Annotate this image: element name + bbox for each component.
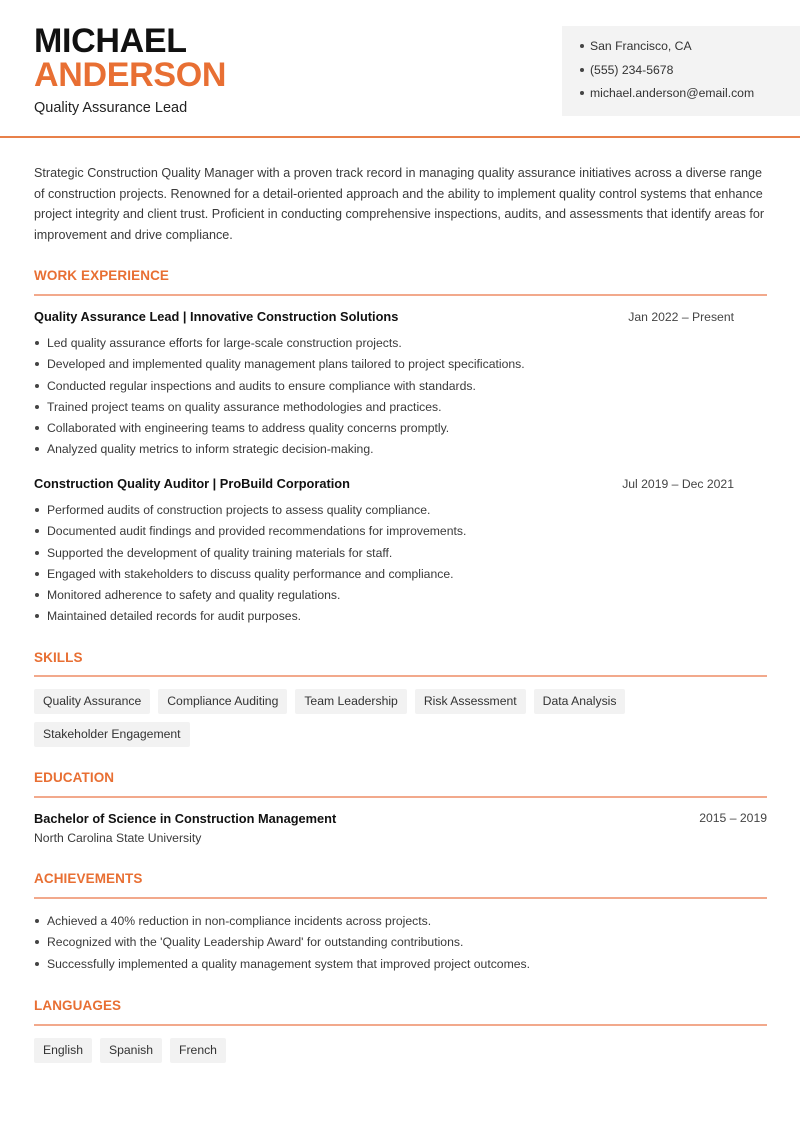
bullet-text: Engaged with stakeholders to discuss quality performance and compliance. — [47, 566, 454, 581]
bullet-text: Led quality assurance efforts for large-scale construction projects. — [47, 336, 402, 350]
education-dates: 2015 – 2019 — [699, 811, 767, 825]
list-item — [34, 419, 767, 440]
section-divider — [34, 1024, 767, 1026]
list-item — [34, 398, 767, 419]
bullet-icon — [580, 91, 584, 95]
contact-box — [562, 26, 800, 116]
bullet-icon — [580, 68, 584, 72]
bullet-text: Collaborated with engineering teams to address quality concerns promptly. — [47, 421, 450, 436]
skill-tag: Compliance Auditing — [158, 689, 287, 714]
list-item — [34, 334, 767, 355]
bullet-text: Supported the development of quality training materials for staff. — [47, 545, 393, 560]
contact-location-text: San Francisco, CA — [590, 39, 692, 53]
bullet-icon — [35, 593, 39, 597]
list-item — [34, 522, 767, 543]
bullet-icon — [580, 44, 584, 48]
education-degree: Bachelor of Science in Construction Management — [34, 811, 337, 826]
bullet-text: Trained project teams on quality assurance methodologies and practices. — [47, 399, 442, 414]
last-name: ANDERSON — [34, 56, 227, 94]
job-dates: Jan 2022 – Present — [628, 310, 734, 324]
section-title-skills: SKILLS — [34, 650, 83, 665]
bullet-icon — [35, 508, 39, 512]
achievements-list — [34, 912, 767, 976]
contact-email-text[interactable]: michael.anderson@email.com — [590, 86, 755, 100]
job-title: Quality Assurance Lead — [34, 100, 188, 116]
skill-tag: Quality Assurance — [34, 689, 150, 714]
section-title-achievements: ACHIEVEMENTS — [34, 871, 143, 886]
bullet-text: Recognized with the 'Quality Leadership Award' for outstanding contributions. — [47, 935, 464, 950]
section-divider — [34, 675, 767, 677]
bullet-text: Successfully implemented a quality management system that improved project outcomes. — [47, 956, 530, 971]
list-item — [34, 586, 767, 607]
list-item — [34, 544, 767, 565]
bullet-text: Analyzed quality metrics to inform strategic decision-making. — [47, 442, 374, 457]
skill-tag: Team Leadership — [295, 689, 407, 714]
list-item — [34, 501, 767, 522]
section-title-languages: LANGUAGES — [34, 998, 122, 1013]
list-item — [34, 355, 767, 376]
list-item — [34, 440, 767, 461]
bullet-icon — [35, 341, 39, 345]
list-item — [34, 565, 767, 586]
skill-tag: Risk Assessment — [415, 689, 526, 714]
job-heading-2 — [34, 476, 767, 491]
bullet-text: Documented audit findings and provided recommendations for improvements. — [47, 524, 467, 539]
job-heading-text: Construction Quality Auditor | ProBuild Corporation — [34, 476, 350, 491]
education-school: North Carolina State University — [34, 831, 202, 845]
language-tag: Spanish — [100, 1038, 162, 1063]
bullet-text: Conducted regular inspections and audits to ensure compliance with standards. — [47, 378, 476, 393]
bullet-icon — [35, 614, 39, 618]
list-item — [34, 955, 767, 976]
section-divider — [34, 294, 767, 296]
first-name: MICHAEL — [34, 22, 187, 60]
skill-tag: Data Analysis — [534, 689, 626, 714]
contact-location — [580, 37, 800, 61]
language-tag: French — [170, 1038, 226, 1063]
contact-email[interactable] — [580, 84, 800, 108]
bullet-text: Maintained detailed records for audit purposes. — [47, 609, 302, 624]
contact-phone — [580, 61, 800, 85]
bullet-icon — [35, 919, 39, 923]
job-1-bullets — [34, 334, 767, 462]
job-heading-1 — [34, 309, 767, 324]
professional-summary: Strategic Construction Quality Manager with a proven track record in managing quality assurance initiatives across a diverse range of construction projects. Renowned for a detail-oriented approach and the ability to implement quality control systems that enhance project integrity and client trust. Proficient in conducting comprehensive inspections, audits, and assessments that identify areas for improvement and drive compliance. — [34, 166, 765, 242]
language-tag: English — [34, 1038, 92, 1063]
bullet-icon — [35, 362, 39, 366]
bullet-icon — [35, 940, 39, 944]
skills-list — [34, 689, 774, 747]
bullet-icon — [35, 426, 39, 430]
section-title-work-experience: WORK EXPERIENCE — [34, 268, 170, 283]
list-item — [34, 933, 767, 954]
skill-tag: Stakeholder Engagement — [34, 722, 190, 747]
section-title-education: EDUCATION — [34, 770, 115, 785]
bullet-icon — [35, 384, 39, 388]
job-heading-text: Quality Assurance Lead | Innovative Construction Solutions — [34, 309, 399, 324]
bullet-icon — [35, 962, 39, 966]
section-divider — [34, 897, 767, 899]
bullet-text: Performed audits of construction projects to assess quality compliance. — [47, 503, 431, 517]
bullet-icon — [35, 572, 39, 576]
bullet-icon — [35, 447, 39, 451]
contact-phone-text: (555) 234-5678 — [590, 62, 674, 77]
bullet-icon — [35, 529, 39, 533]
list-item — [34, 377, 767, 398]
bullet-icon — [35, 405, 39, 409]
list-item — [34, 607, 767, 628]
section-divider — [34, 796, 767, 798]
job-dates: Jul 2019 – Dec 2021 — [622, 477, 734, 491]
list-item — [34, 912, 767, 933]
bullet-text: Monitored adherence to safety and quality regulations. — [47, 588, 341, 603]
resume-header — [0, 0, 800, 138]
job-2-bullets — [34, 501, 767, 629]
bullet-text: Achieved a 40% reduction in non-compliance incidents across projects. — [47, 914, 432, 928]
languages-list — [34, 1038, 774, 1063]
bullet-text: Developed and implemented quality management plans tailored to project specifications. — [47, 357, 525, 372]
bullet-icon — [35, 551, 39, 555]
